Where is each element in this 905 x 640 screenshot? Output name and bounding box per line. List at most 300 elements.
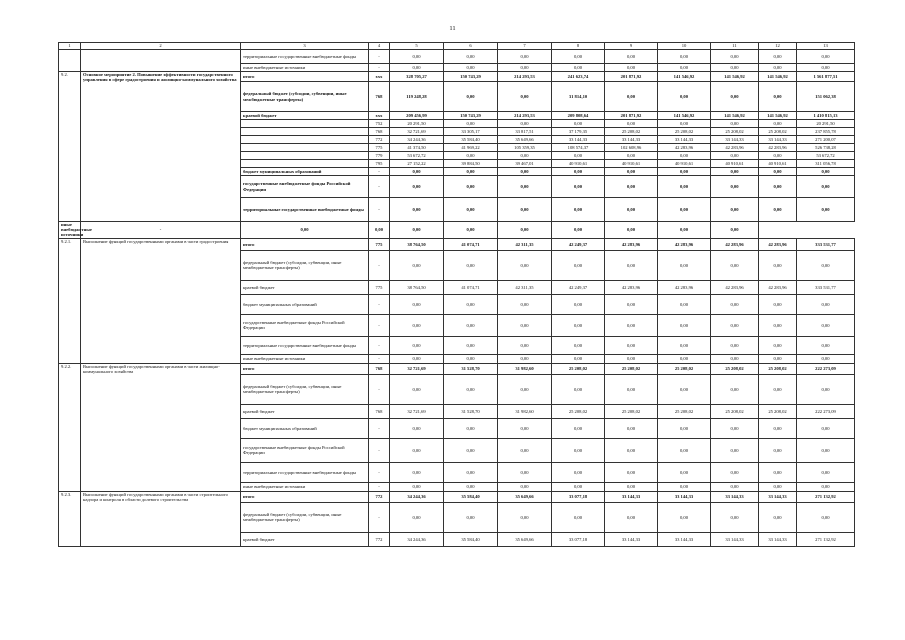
value-cell: 25 208,02 bbox=[759, 363, 797, 374]
header-cell: 10 bbox=[658, 43, 711, 50]
value-cell: 0,00 bbox=[390, 462, 444, 482]
value-cell: 0,00 bbox=[759, 336, 797, 354]
value-cell: 32 721,69 bbox=[390, 404, 444, 418]
value-cell: 0,00 bbox=[759, 168, 797, 176]
value-cell: 0,00 bbox=[759, 314, 797, 336]
value-cell: 0,00 bbox=[711, 374, 759, 404]
value-cell: 0,00 bbox=[605, 374, 658, 404]
value-cell: 0,00 bbox=[552, 354, 605, 363]
value-cell: 328 705,27 bbox=[390, 72, 444, 82]
value-cell: 33 305,17 bbox=[444, 128, 498, 136]
value-cell: 0,00 bbox=[444, 438, 498, 462]
value-cell: 0,00 bbox=[552, 64, 605, 72]
value-cell: 25 208,02 bbox=[605, 363, 658, 374]
value-cell: 33 077,18 bbox=[552, 491, 605, 502]
value-cell: 0,00 bbox=[444, 374, 498, 404]
value-cell: 35 584,40 bbox=[444, 532, 498, 546]
value-cell: 34 244,36 bbox=[390, 491, 444, 502]
value-cell: 105 359,35 bbox=[498, 144, 552, 152]
value-cell: 0,00 bbox=[797, 50, 855, 64]
value-cell: 0,00 bbox=[390, 482, 444, 491]
funding-source: итого bbox=[241, 238, 369, 250]
value-cell: 0,00 bbox=[605, 222, 658, 239]
value-cell: 25 208,02 bbox=[552, 363, 605, 374]
value-cell: 141 546,92 bbox=[711, 72, 759, 82]
value-cell: 0,00 bbox=[444, 168, 498, 176]
value-cell: 42 283,96 bbox=[658, 280, 711, 294]
value-cell: 0,00 bbox=[711, 482, 759, 491]
header-cell: 4 bbox=[369, 43, 390, 50]
value-cell: 0,00 bbox=[605, 502, 658, 532]
value-cell: 0,00 bbox=[658, 294, 711, 314]
value-cell: 271 132,92 bbox=[797, 532, 855, 546]
value-cell: 0,00 bbox=[552, 314, 605, 336]
grbs-code: - bbox=[369, 354, 390, 363]
grbs-code: - bbox=[81, 222, 241, 239]
value-cell: 25 208,02 bbox=[711, 128, 759, 136]
value-cell: 0,00 bbox=[759, 120, 797, 128]
funding-source: государственные внебюджетные фонды Российской Федерации bbox=[241, 314, 369, 336]
value-cell: 0,00 bbox=[759, 198, 797, 222]
value-cell: 0,00 bbox=[390, 168, 444, 176]
value-cell: 0,00 bbox=[605, 336, 658, 354]
funding-source: территориальные государственные внебюджетные фонды bbox=[241, 50, 369, 64]
value-cell: 0,00 bbox=[498, 152, 552, 160]
funding-source: итого bbox=[241, 491, 369, 502]
value-cell: 0,00 bbox=[711, 418, 759, 438]
value-cell: 40 910,61 bbox=[605, 160, 658, 168]
value-cell: 0,00 bbox=[498, 418, 552, 438]
value-cell: 0,00 bbox=[658, 314, 711, 336]
value-cell: 0,00 bbox=[658, 250, 711, 280]
value-cell: 0,00 bbox=[552, 152, 605, 160]
value-cell: 41 969,22 bbox=[444, 144, 498, 152]
grbs-code: - bbox=[369, 482, 390, 491]
budget-table bbox=[58, 42, 855, 547]
value-cell: 0,00 bbox=[605, 482, 658, 491]
value-cell: 31 814,10 bbox=[552, 82, 605, 112]
value-cell: 0,00 bbox=[711, 82, 759, 112]
value-cell: 0,00 bbox=[759, 462, 797, 482]
funding-source bbox=[241, 152, 369, 160]
value-cell: 0,00 bbox=[444, 222, 498, 239]
value-cell: 33 144,33 bbox=[759, 532, 797, 546]
value-cell: 0,00 bbox=[605, 64, 658, 72]
item-name: Выполнение функций государственными органами в части градостроения bbox=[81, 238, 241, 363]
value-cell: 35 584,40 bbox=[444, 136, 498, 144]
value-cell: 0,00 bbox=[444, 502, 498, 532]
value-cell: 0,00 bbox=[711, 50, 759, 64]
value-cell: 0,00 bbox=[658, 502, 711, 532]
value-cell: 25 208,02 bbox=[711, 363, 759, 374]
funding-source: итого bbox=[241, 363, 369, 374]
value-cell: 32 721,69 bbox=[390, 363, 444, 374]
value-cell: 0,00 bbox=[658, 50, 711, 64]
value-cell: 0,00 bbox=[605, 198, 658, 222]
page-number: 11 bbox=[449, 25, 456, 32]
grbs-code: - bbox=[369, 374, 390, 404]
value-cell: 0,00 bbox=[605, 250, 658, 280]
value-cell: 0,00 bbox=[552, 482, 605, 491]
value-cell: 0,00 bbox=[498, 176, 552, 198]
value-cell: 214 293,53 bbox=[498, 112, 552, 120]
value-cell: 25 208,02 bbox=[658, 363, 711, 374]
value-cell: 0,00 bbox=[390, 438, 444, 462]
value-cell: 0,00 bbox=[658, 462, 711, 482]
value-cell: 42 283,96 bbox=[759, 144, 797, 152]
value-cell: 0,00 bbox=[444, 50, 498, 64]
value-cell: 0,00 bbox=[498, 438, 552, 462]
value-cell: 25 208,02 bbox=[759, 404, 797, 418]
value-cell: 33 144,33 bbox=[605, 491, 658, 502]
value-cell: 119 248,28 bbox=[390, 82, 444, 112]
value-cell: 150 743,29 bbox=[444, 72, 498, 82]
value-cell: 0,00 bbox=[390, 314, 444, 336]
value-cell: 0,00 bbox=[759, 50, 797, 64]
value-cell: 0,00 bbox=[390, 176, 444, 198]
value-cell: 0,00 bbox=[759, 502, 797, 532]
value-cell: 0,00 bbox=[797, 502, 855, 532]
value-cell: 0,00 bbox=[711, 168, 759, 176]
value-cell: 33 144,33 bbox=[658, 136, 711, 144]
item-number: 9.2.3. bbox=[59, 491, 81, 546]
value-cell: 31 982,60 bbox=[498, 363, 552, 374]
value-cell: 0,00 bbox=[369, 222, 390, 239]
value-cell: 108 574,37 bbox=[552, 144, 605, 152]
grbs-code: xxx bbox=[369, 72, 390, 82]
value-cell: 0,00 bbox=[552, 336, 605, 354]
value-cell: 0,00 bbox=[605, 50, 658, 64]
value-cell: 33 144,33 bbox=[711, 491, 759, 502]
grbs-code: 772 bbox=[369, 532, 390, 546]
value-cell: 0,00 bbox=[759, 374, 797, 404]
value-cell: 0,00 bbox=[605, 438, 658, 462]
value-cell: 42 249,37 bbox=[552, 238, 605, 250]
value-cell: 102 608,96 bbox=[605, 144, 658, 152]
value-cell: 0,00 bbox=[605, 176, 658, 198]
value-cell: 0,00 bbox=[552, 462, 605, 482]
header-cell: 2 bbox=[81, 43, 241, 50]
value-cell: 0,00 bbox=[390, 354, 444, 363]
funding-source: бюджет муниципальных образований bbox=[241, 418, 369, 438]
funding-source: иные внебюджетные источники bbox=[241, 64, 369, 72]
funding-source: государственные внебюджетные фонды Российской Федерации bbox=[241, 438, 369, 462]
item-number: 9.2.1. bbox=[59, 238, 81, 363]
value-cell: 241 623,74 bbox=[552, 72, 605, 82]
funding-source bbox=[241, 160, 369, 168]
value-cell: 25 208,02 bbox=[658, 128, 711, 136]
value-cell: 222 273,09 bbox=[797, 363, 855, 374]
value-cell: 0,00 bbox=[711, 64, 759, 72]
grbs-code: 768 bbox=[369, 404, 390, 418]
value-cell: 39 467,01 bbox=[498, 160, 552, 168]
value-cell: 40 910,61 bbox=[711, 160, 759, 168]
funding-source: федеральный бюджет (субсидии, субвенции, иные межбюджетные трансферты) bbox=[241, 374, 369, 404]
value-cell: 0,00 bbox=[390, 336, 444, 354]
value-cell: 0,00 bbox=[552, 50, 605, 64]
value-cell: 0,00 bbox=[797, 176, 855, 198]
value-cell: 38 764,50 bbox=[390, 280, 444, 294]
value-cell: 0,00 bbox=[711, 462, 759, 482]
grbs-code: 795 bbox=[369, 160, 390, 168]
value-cell: 0,00 bbox=[605, 354, 658, 363]
grbs-code: - bbox=[369, 462, 390, 482]
value-cell: 0,00 bbox=[498, 50, 552, 64]
value-cell: 0,00 bbox=[444, 294, 498, 314]
funding-source: федеральный бюджет (субсидии, субвенции, иные межбюджетные трансферты) bbox=[241, 250, 369, 280]
value-cell: 0,00 bbox=[759, 438, 797, 462]
value-cell: 333 531,77 bbox=[797, 280, 855, 294]
grbs-code: - bbox=[369, 168, 390, 176]
funding-source: иные внебюджетные источники bbox=[59, 222, 81, 239]
value-cell: 0,00 bbox=[552, 418, 605, 438]
grbs-code: 772 bbox=[369, 136, 390, 144]
value-cell: 0,00 bbox=[390, 418, 444, 438]
item-number: 9.2.2. bbox=[59, 363, 81, 491]
value-cell: 0,00 bbox=[658, 120, 711, 128]
value-cell: 0,00 bbox=[498, 64, 552, 72]
value-cell: 0,00 bbox=[605, 120, 658, 128]
value-cell: 0,00 bbox=[552, 250, 605, 280]
value-cell: 25 208,02 bbox=[711, 404, 759, 418]
grbs-code: - bbox=[369, 50, 390, 64]
value-cell: 201 871,92 bbox=[605, 72, 658, 82]
value-cell: 25 208,02 bbox=[759, 128, 797, 136]
item-name: Выполнение функций государственными органами в части строительного надзора и контроля в области долевого строительства bbox=[81, 491, 241, 546]
value-cell: 0,00 bbox=[711, 120, 759, 128]
value-cell: 0,00 bbox=[605, 462, 658, 482]
header-cell: 1 bbox=[59, 43, 81, 50]
funding-source bbox=[241, 128, 369, 136]
value-cell: 0,00 bbox=[658, 336, 711, 354]
value-cell: 0,00 bbox=[552, 198, 605, 222]
funding-source: территориальные государственные внебюджетные фонды bbox=[241, 198, 369, 222]
value-cell: 0,00 bbox=[759, 152, 797, 160]
value-cell: 209 456,99 bbox=[390, 112, 444, 120]
value-cell: 526 738,28 bbox=[797, 144, 855, 152]
value-cell: 0,00 bbox=[552, 502, 605, 532]
value-cell: 53 672,72 bbox=[797, 152, 855, 160]
value-cell: 0,00 bbox=[498, 168, 552, 176]
value-cell: 33 144,33 bbox=[605, 532, 658, 546]
value-cell: 0,00 bbox=[658, 438, 711, 462]
value-cell: 0,00 bbox=[498, 482, 552, 491]
value-cell: 0,00 bbox=[658, 482, 711, 491]
value-cell: 34 244,36 bbox=[390, 136, 444, 144]
value-cell: 0,00 bbox=[498, 82, 552, 112]
value-cell: 0,00 bbox=[444, 64, 498, 72]
value-cell: 42 283,96 bbox=[711, 238, 759, 250]
value-cell: 0,00 bbox=[797, 482, 855, 491]
value-cell: 0,00 bbox=[797, 418, 855, 438]
value-cell: 0,00 bbox=[759, 176, 797, 198]
header-cell: 7 bbox=[498, 43, 552, 50]
value-cell: 41 074,71 bbox=[444, 238, 498, 250]
value-cell: 0,00 bbox=[390, 502, 444, 532]
value-cell: 0,00 bbox=[498, 502, 552, 532]
value-cell: 0,00 bbox=[797, 198, 855, 222]
value-cell: 33 144,33 bbox=[605, 136, 658, 144]
grbs-code: 779 bbox=[369, 152, 390, 160]
value-cell: 33 144,33 bbox=[552, 136, 605, 144]
value-cell: 35 584,40 bbox=[444, 491, 498, 502]
value-cell: 42 249,37 bbox=[552, 280, 605, 294]
value-cell: 0,00 bbox=[605, 294, 658, 314]
value-cell: 33 144,33 bbox=[711, 532, 759, 546]
value-cell: 31 528,70 bbox=[444, 404, 498, 418]
funding-source: федеральный бюджет (субсидии, субвенции, иные межбюджетные трансферты) bbox=[241, 502, 369, 532]
value-cell: 20 291,50 bbox=[797, 120, 855, 128]
value-cell: 0,00 bbox=[498, 250, 552, 280]
value-cell: 0,00 bbox=[658, 418, 711, 438]
value-cell: 0,00 bbox=[498, 314, 552, 336]
value-cell: 0,00 bbox=[711, 502, 759, 532]
value-cell: 0,00 bbox=[759, 418, 797, 438]
item-number: 9.2. bbox=[59, 72, 81, 222]
value-cell: 0,00 bbox=[658, 82, 711, 112]
value-cell: 0,00 bbox=[552, 222, 605, 239]
value-cell: 34 244,36 bbox=[390, 532, 444, 546]
value-cell: 0,00 bbox=[444, 120, 498, 128]
value-cell: 42 283,96 bbox=[605, 280, 658, 294]
funding-source bbox=[241, 144, 369, 152]
header-cell: 8 bbox=[552, 43, 605, 50]
value-cell: 0,00 bbox=[390, 374, 444, 404]
value-cell: 0,00 bbox=[390, 198, 444, 222]
value-cell: 0,00 bbox=[552, 374, 605, 404]
value-cell: 33 144,33 bbox=[759, 491, 797, 502]
value-cell: 0,00 bbox=[444, 152, 498, 160]
grbs-code: - bbox=[369, 314, 390, 336]
funding-source: краевой бюджет bbox=[241, 112, 369, 120]
funding-source: иные внебюджетные источники bbox=[241, 482, 369, 491]
value-cell: 0,00 bbox=[605, 418, 658, 438]
value-cell: 0,00 bbox=[605, 82, 658, 112]
value-cell: 0,00 bbox=[552, 168, 605, 176]
value-cell: 0,00 bbox=[797, 462, 855, 482]
grbs-code: - bbox=[369, 64, 390, 72]
value-cell: 0,00 bbox=[797, 314, 855, 336]
funding-source: краевой бюджет bbox=[241, 404, 369, 418]
grbs-code: 775 bbox=[369, 144, 390, 152]
value-cell: 0,00 bbox=[241, 222, 369, 239]
value-cell: 151 062,38 bbox=[797, 82, 855, 112]
value-cell: 0,00 bbox=[444, 462, 498, 482]
value-cell: 0,00 bbox=[658, 198, 711, 222]
value-cell: 0,00 bbox=[711, 222, 759, 239]
value-cell: 141 546,92 bbox=[759, 112, 797, 120]
value-cell: 0,00 bbox=[797, 336, 855, 354]
value-cell: 0,00 bbox=[797, 354, 855, 363]
value-cell: 150 743,29 bbox=[444, 112, 498, 120]
value-cell: 0,00 bbox=[390, 50, 444, 64]
value-cell: 0,00 bbox=[797, 374, 855, 404]
value-cell: 0,00 bbox=[498, 336, 552, 354]
grbs-code: - bbox=[369, 176, 390, 198]
grbs-code: 752 bbox=[369, 120, 390, 128]
funding-source: федеральный бюджет (субсидии, субвенции, иные межбюджетные трансферты) bbox=[241, 82, 369, 112]
value-cell: 42 283,96 bbox=[605, 238, 658, 250]
value-cell: 0,00 bbox=[605, 168, 658, 176]
value-cell: 35 649,66 bbox=[498, 532, 552, 546]
value-cell: 0,00 bbox=[444, 250, 498, 280]
value-cell: 25 208,02 bbox=[605, 128, 658, 136]
header-cell: 5 bbox=[390, 43, 444, 50]
value-cell: 209 808,64 bbox=[552, 112, 605, 120]
table-row bbox=[59, 72, 855, 82]
grbs-code: 768 bbox=[369, 128, 390, 136]
value-cell: 25 208,02 bbox=[658, 404, 711, 418]
table-row bbox=[59, 222, 855, 239]
value-cell: 40 910,61 bbox=[759, 160, 797, 168]
value-cell: 33 144,33 bbox=[658, 491, 711, 502]
value-cell: 141 546,92 bbox=[711, 112, 759, 120]
grbs-code: - bbox=[369, 336, 390, 354]
value-cell: 0,00 bbox=[444, 482, 498, 491]
value-cell: 33 144,33 bbox=[658, 532, 711, 546]
value-cell: 0,00 bbox=[444, 336, 498, 354]
value-cell: 1 410 815,13 bbox=[797, 112, 855, 120]
grbs-code: 775 bbox=[369, 238, 390, 250]
value-cell: 0,00 bbox=[759, 354, 797, 363]
funding-source: государственные внебюджетные фонды Российской Федерации bbox=[241, 176, 369, 198]
value-cell: 333 531,77 bbox=[797, 238, 855, 250]
grbs-code: 772 bbox=[369, 491, 390, 502]
grbs-code: 768 bbox=[369, 363, 390, 374]
grbs-code: - bbox=[369, 418, 390, 438]
value-cell: 271 132,92 bbox=[797, 491, 855, 502]
value-cell: 0,00 bbox=[797, 294, 855, 314]
value-cell: 0,00 bbox=[498, 294, 552, 314]
value-cell: 0,00 bbox=[390, 64, 444, 72]
grbs-code: 768 bbox=[369, 82, 390, 112]
funding-source: территориальные государственные внебюджетные фонды bbox=[241, 462, 369, 482]
value-cell: 311 056,78 bbox=[797, 160, 855, 168]
grbs-code: - bbox=[369, 294, 390, 314]
value-cell: 0,00 bbox=[711, 294, 759, 314]
grbs-code: 775 bbox=[369, 280, 390, 294]
value-cell: 32 721,69 bbox=[390, 128, 444, 136]
table-row bbox=[59, 238, 855, 250]
value-cell: 0,00 bbox=[711, 314, 759, 336]
value-cell: 0,00 bbox=[658, 354, 711, 363]
header-row bbox=[59, 43, 855, 50]
value-cell: 0,00 bbox=[444, 198, 498, 222]
value-cell: 0,00 bbox=[498, 222, 552, 239]
value-cell: 0,00 bbox=[444, 82, 498, 112]
value-cell: 0,00 bbox=[658, 374, 711, 404]
value-cell: 0,00 bbox=[444, 354, 498, 363]
value-cell: 0,00 bbox=[444, 418, 498, 438]
value-cell: 0,00 bbox=[658, 168, 711, 176]
value-cell: 39 884,50 bbox=[444, 160, 498, 168]
funding-source: краевой бюджет bbox=[241, 280, 369, 294]
item-number bbox=[59, 50, 81, 72]
value-cell: 0,00 bbox=[797, 438, 855, 462]
value-cell: 0,00 bbox=[658, 64, 711, 72]
value-cell: 35 649,66 bbox=[498, 136, 552, 144]
table-row bbox=[59, 50, 855, 64]
value-cell: 0,00 bbox=[498, 120, 552, 128]
value-cell: 0,00 bbox=[711, 176, 759, 198]
value-cell: 31 528,70 bbox=[444, 363, 498, 374]
value-cell: 0,00 bbox=[390, 294, 444, 314]
value-cell: 0,00 bbox=[797, 64, 855, 72]
value-cell: 33 144,33 bbox=[759, 136, 797, 144]
funding-source: бюджет муниципальных образований bbox=[241, 294, 369, 314]
value-cell: 237 855,78 bbox=[797, 128, 855, 136]
value-cell: 41 374,50 bbox=[390, 144, 444, 152]
